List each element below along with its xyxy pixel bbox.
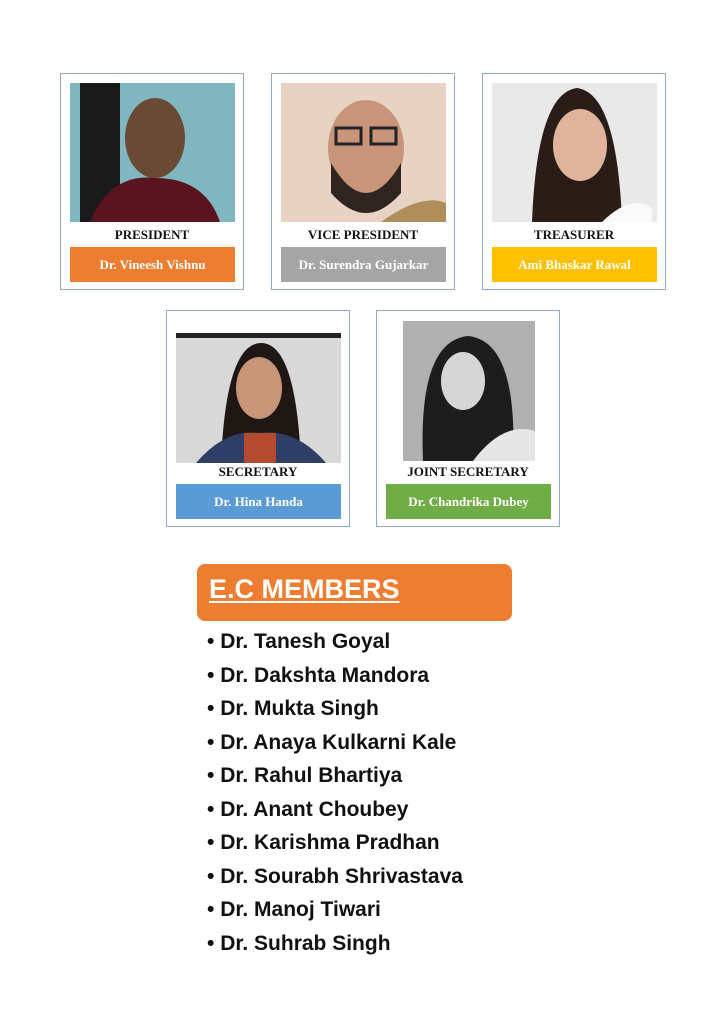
officer-name: Dr. Vineesh Vishnu <box>70 247 235 282</box>
list-item: • Dr. Tanesh Goyal <box>207 625 463 659</box>
list-item: • Dr. Dakshta Mandora <box>207 659 463 693</box>
ec-members-list <box>207 625 463 960</box>
list-item: • Dr. Mukta Singh <box>207 692 463 726</box>
officer-name: Dr. Chandrika Dubey <box>386 484 551 519</box>
portrait-photo <box>492 83 657 222</box>
list-item: • Dr. Sourabh Shrivastava <box>207 860 463 894</box>
ec-members-title: E.C MEMBERS <box>209 574 400 604</box>
portrait-photo <box>281 83 446 222</box>
portrait-photo <box>176 333 341 463</box>
officer-role: SECRETARY <box>218 464 298 479</box>
officer-card-vice-president <box>271 73 455 290</box>
portrait-photo <box>70 83 235 222</box>
officer-name: Dr. Hina Handa <box>176 484 341 519</box>
officer-name: Dr. Surendra Gujarkar <box>281 247 446 282</box>
officer-role: JOINT SECRETARY <box>407 464 529 479</box>
officer-card-secretary <box>166 310 350 527</box>
list-item: • Dr. Manoj Tiwari <box>207 893 463 927</box>
officer-role: TREASURER <box>533 227 615 242</box>
list-item: • Dr. Anant Choubey <box>207 793 463 827</box>
officer-card-treasurer <box>482 73 666 290</box>
officer-card-joint-secretary <box>376 310 560 527</box>
ec-members-header <box>197 564 512 621</box>
list-item: • Dr. Rahul Bhartiya <box>207 759 463 793</box>
list-item: • Dr. Suhrab Singh <box>207 927 463 961</box>
list-item: • Dr. Karishma Pradhan <box>207 826 463 860</box>
officer-card-president <box>60 73 244 290</box>
list-item: • Dr. Anaya Kulkarni Kale <box>207 726 463 760</box>
officer-role: PRESIDENT <box>114 227 190 242</box>
officer-role: VICE PRESIDENT <box>307 227 419 242</box>
officer-name: Ami Bhaskar Rawal <box>492 247 657 282</box>
portrait-photo <box>403 321 535 461</box>
